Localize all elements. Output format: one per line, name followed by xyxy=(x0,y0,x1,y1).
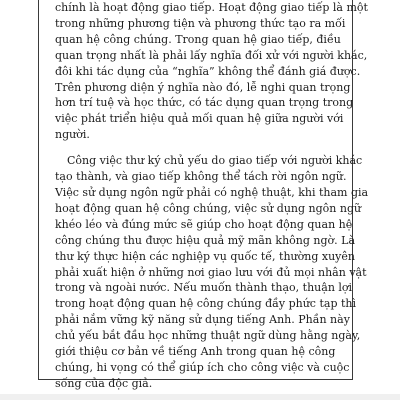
paragraph-2-line: hoạt động quan hệ công chúng, việc sử dụng ngôn ngữ xyxy=(55,201,362,215)
paragraph-1-line: quan hệ công chúng. Trong quan hệ giao tiếp, điều xyxy=(55,32,341,46)
paragraph-1-line: Trên phương diện ý nghĩa nào đó, lễ nghi quan trọng xyxy=(55,80,351,94)
paragraph-2 xyxy=(55,153,369,392)
paragraph-2-line: chúng, hi vọng có thể giúp ích cho công việc và cuộc xyxy=(55,360,350,374)
page-bottom-margin xyxy=(0,394,400,400)
paragraph-1 xyxy=(55,0,368,143)
paragraph-2-line: trong hoạt động quan hệ công chúng đầy phức tạp thì xyxy=(55,297,357,311)
paragraph-spacer xyxy=(55,143,345,153)
paragraph-2-line: tạo thành, và giao tiếp không thể tách rời ngôn ngữ. xyxy=(55,170,347,184)
paragraph-1-line: quan trọng nhất là phải lấy nghĩa đối xử với người khác, xyxy=(55,48,368,62)
paragraph-2-line: sống của độc giả. xyxy=(55,376,153,390)
paragraph-2-line: trong và ngoài nước. Nếu muốn thành thạo, thuận lợi xyxy=(55,281,353,295)
paragraph-2-line: công chúng thu được hiệu quả mỹ mãn không ngờ. Là xyxy=(55,233,356,247)
paragraph-2-line: thư ký thực hiện các nghiệp vụ quốc tế, thường xuyên xyxy=(55,249,355,263)
paragraph-2-line: giới thiệu cơ bản về tiếng Anh trong quan hệ công xyxy=(55,345,336,359)
paragraph-2-line: phải nắm vững kỹ năng sử dụng tiếng Anh. Phần này xyxy=(55,313,350,327)
paragraph-1-line: việc phát triển hiệu quả mối quan hệ giữa người với xyxy=(55,112,344,126)
paragraph-2-line: Công việc thư ký chủ yếu do giao tiếp với người khác xyxy=(67,154,363,168)
paragraph-1-line: hơn trí tuệ và học thức, có tác dụng quan trọng trong xyxy=(55,96,354,110)
body-text xyxy=(55,0,369,392)
paragraph-2-line: khéo léo và đúng mức sẽ giúp cho hoạt động quan hệ xyxy=(55,217,353,231)
paragraph-1-line: chính là hoạt động giao tiếp. Hoạt động giao tiếp là một xyxy=(55,1,368,14)
paragraph-2-line: phải xuất hiện ở những nơi giao lưu với đủ mọi nhân vật xyxy=(55,265,367,279)
paragraph-1-line: trong những phương tiện và phương thức tạo ra mối xyxy=(55,16,346,30)
paragraph-1-line: người. xyxy=(55,128,90,142)
paragraph-2-line: chủ yếu bắt đầu học những thuật ngữ dùng hằng ngày, xyxy=(55,329,361,343)
paragraph-1-line: đôi khi tác dụng của “nghĩa” không thể đánh giá được. xyxy=(55,64,361,78)
paragraph-2-line: Việc sử dụng ngôn ngữ phải có nghệ thuật, khi tham gia xyxy=(55,185,369,199)
